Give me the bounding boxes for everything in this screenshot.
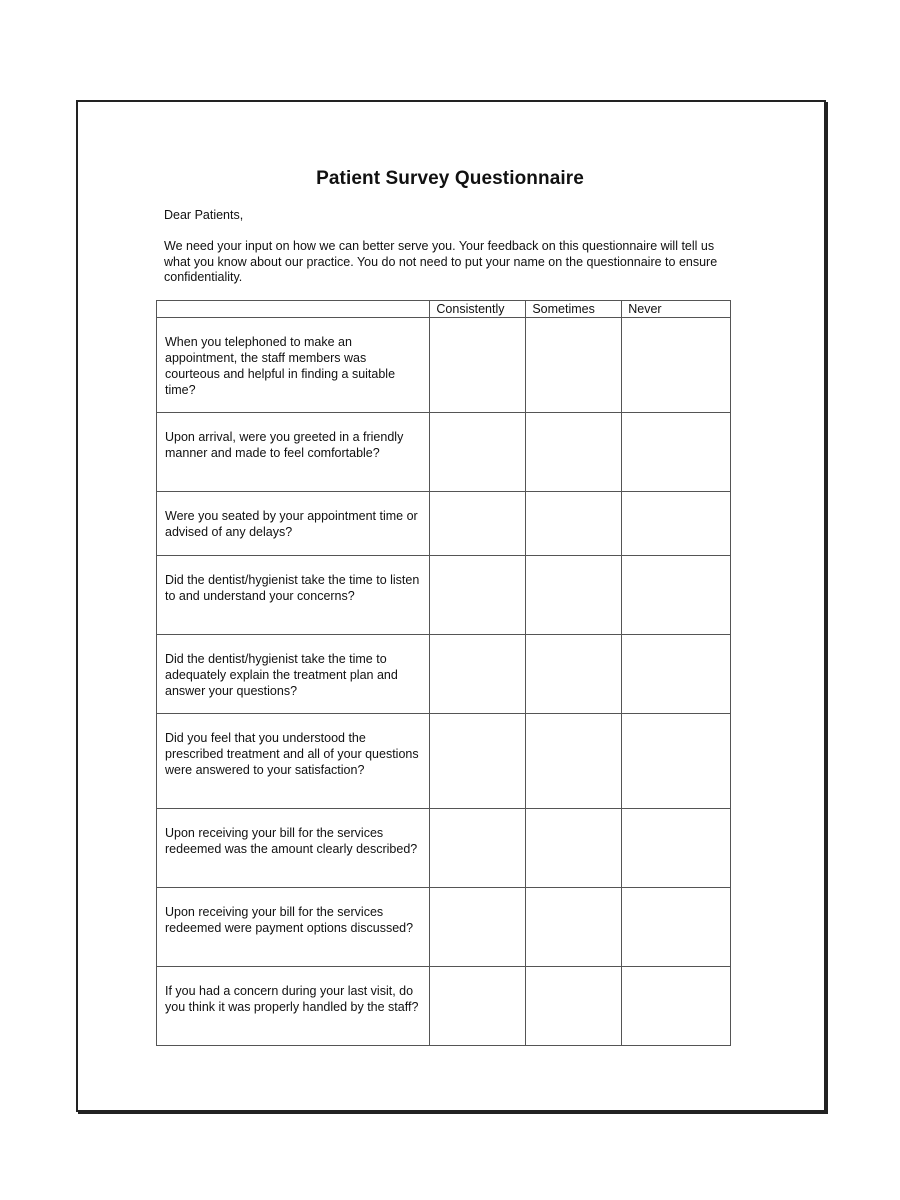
question-text: Were you seated by your appointment time or advised of any delays?	[157, 492, 430, 556]
answer-cell-consistently[interactable]	[430, 888, 526, 967]
answer-cell-never[interactable]	[622, 556, 731, 635]
answer-cell-never[interactable]	[622, 888, 731, 967]
table-row	[157, 635, 731, 714]
answer-cell-consistently[interactable]	[430, 714, 526, 809]
answer-cell-consistently[interactable]	[430, 967, 526, 1046]
table-row	[157, 888, 731, 967]
header-corner-cell	[157, 301, 430, 318]
header-sometimes: Sometimes	[526, 301, 622, 318]
table-row	[157, 714, 731, 809]
intro-paragraph: We need your input on how we can better serve you. Your feedback on this questionnaire will tell us what you know about our practice. You do not need to put your name on the questionnaire to ensure confidentiality.	[164, 239, 718, 284]
answer-cell-consistently[interactable]	[430, 413, 526, 492]
table-header-row	[157, 301, 731, 318]
question-text: Did the dentist/hygienist take the time to adequately explain the treatment plan and answer your questions?	[157, 635, 430, 714]
answer-cell-consistently[interactable]	[430, 318, 526, 413]
header-never: Never	[622, 301, 731, 318]
answer-cell-never[interactable]	[622, 967, 731, 1046]
answer-cell-never[interactable]	[622, 413, 731, 492]
header-consistently: Consistently	[430, 301, 526, 318]
question-text: Did you feel that you understood the prescribed treatment and all of your questions were answered to your satisfaction?	[157, 714, 430, 809]
answer-cell-never[interactable]	[622, 635, 731, 714]
question-text: If you had a concern during your last visit, do you think it was properly handled by the staff?	[157, 967, 430, 1046]
answer-cell-sometimes[interactable]	[526, 318, 622, 413]
answer-cell-sometimes[interactable]	[526, 556, 622, 635]
table-row	[157, 556, 731, 635]
salutation: Dear Patients,	[164, 208, 244, 222]
table-row	[157, 809, 731, 888]
answer-cell-sometimes[interactable]	[526, 809, 622, 888]
table-row	[157, 413, 731, 492]
question-text: Upon receiving your bill for the services redeemed was the amount clearly described?	[157, 809, 430, 888]
question-text: Upon receiving your bill for the services redeemed were payment options discussed?	[157, 888, 430, 967]
answer-cell-consistently[interactable]	[430, 809, 526, 888]
answer-cell-sometimes[interactable]	[526, 888, 622, 967]
table-row	[157, 318, 731, 413]
answer-cell-consistently[interactable]	[430, 492, 526, 556]
table-row	[157, 492, 731, 556]
question-text: Did the dentist/hygienist take the time to listen to and understand your concerns?	[157, 556, 430, 635]
answer-cell-never[interactable]	[622, 492, 731, 556]
table-row	[157, 967, 731, 1046]
survey-table	[156, 300, 731, 1046]
answer-cell-sometimes[interactable]	[526, 635, 622, 714]
document-title: Patient Survey Questionnaire	[316, 168, 584, 189]
question-text: When you telephoned to make an appointment, the staff members was courteous and helpful in finding a suitable time?	[157, 318, 430, 413]
answer-cell-never[interactable]	[622, 809, 731, 888]
answer-cell-consistently[interactable]	[430, 635, 526, 714]
answer-cell-sometimes[interactable]	[526, 714, 622, 809]
answer-cell-sometimes[interactable]	[526, 413, 622, 492]
answer-cell-consistently[interactable]	[430, 556, 526, 635]
answer-cell-sometimes[interactable]	[526, 967, 622, 1046]
answer-cell-never[interactable]	[622, 714, 731, 809]
answer-cell-never[interactable]	[622, 318, 731, 413]
answer-cell-sometimes[interactable]	[526, 492, 622, 556]
question-text: Upon arrival, were you greeted in a friendly manner and made to feel comfortable?	[157, 413, 430, 492]
